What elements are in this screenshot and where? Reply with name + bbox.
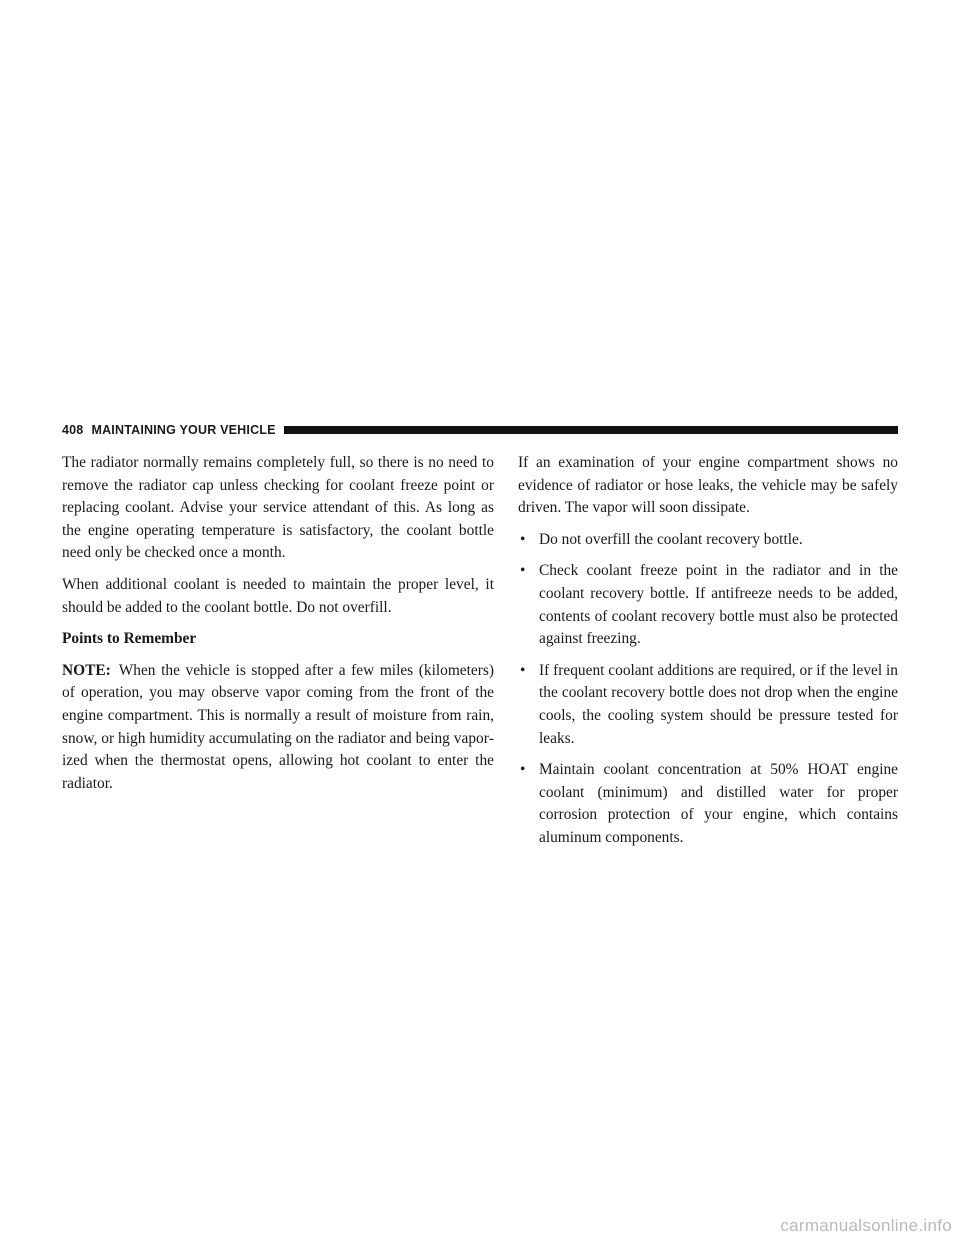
bullet-icon: • [520, 530, 526, 548]
note-paragraph [62, 660, 494, 796]
note-text: When the vehicle is stopped after a few miles (kilometers) of operation, you may observe vapor coming from the front of the engine compartment. This is normally a result of moisture from rain, snow, or high humidity accumulating on the radiator and being vaporized when the thermostat opens, allowing hot coolant to enter the radiator. [62, 661, 494, 792]
section-title: MAINTAINING YOUR VEHICLE [91, 423, 276, 437]
list-item [518, 759, 898, 849]
list-item [518, 529, 898, 552]
left-column [62, 452, 494, 804]
list-item-text: Check coolant freeze point in the radiator and in the coolant recovery bottle. If antifreeze needs to be added, contents of coolant recovery bottle must also be protected against freezing. [539, 562, 898, 648]
list-item-text: Maintain coolant concentration at 50% HOAT engine coolant (minimum) and distilled water for proper corrosion protection of your engine, which contains aluminum components. [539, 761, 898, 846]
watermark-text: carmanualsonline.info [780, 1216, 952, 1235]
note-label: NOTE: [62, 661, 111, 679]
page-number: 408 [62, 423, 84, 437]
bullet-list [518, 529, 898, 850]
right-column [518, 452, 898, 859]
paragraph-additional-coolant: When additional coolant is needed to maintain the proper level, it should be added to the coolant bottle. Do not overfill. [62, 575, 494, 616]
page-header [62, 421, 898, 439]
list-item-text: Do not overfill the coolant recovery bottle. [539, 530, 803, 548]
list-item [518, 660, 898, 750]
list-item [518, 560, 898, 650]
subheading-points-to-remember: Points to Remember [62, 630, 197, 648]
bullet-icon: • [520, 761, 526, 779]
bullet-icon: • [520, 562, 526, 580]
bullet-icon: • [520, 661, 526, 679]
paragraph-examination: If an examination of your engine compartment shows no evidence of radiator or hose leaks, the vehicle may be safely driven. The vapor will soon dissipate. [518, 454, 898, 517]
list-item-text: If frequent coolant additions are required, or if the level in the coolant recovery bottle does not drop when the engine cools, the cooling system should be pressure tested for leaks. [539, 661, 898, 747]
header-rule [284, 426, 898, 434]
paragraph-radiator-full: The radiator normally remains completely full, so there is no need to remove the radiator cap unless checking for coolant freeze point or replacing coolant. Advise your service attendant of this. As long as the engine operating temperature is satisfactory, the coolant bottle need only be checked once a month. [62, 454, 494, 562]
